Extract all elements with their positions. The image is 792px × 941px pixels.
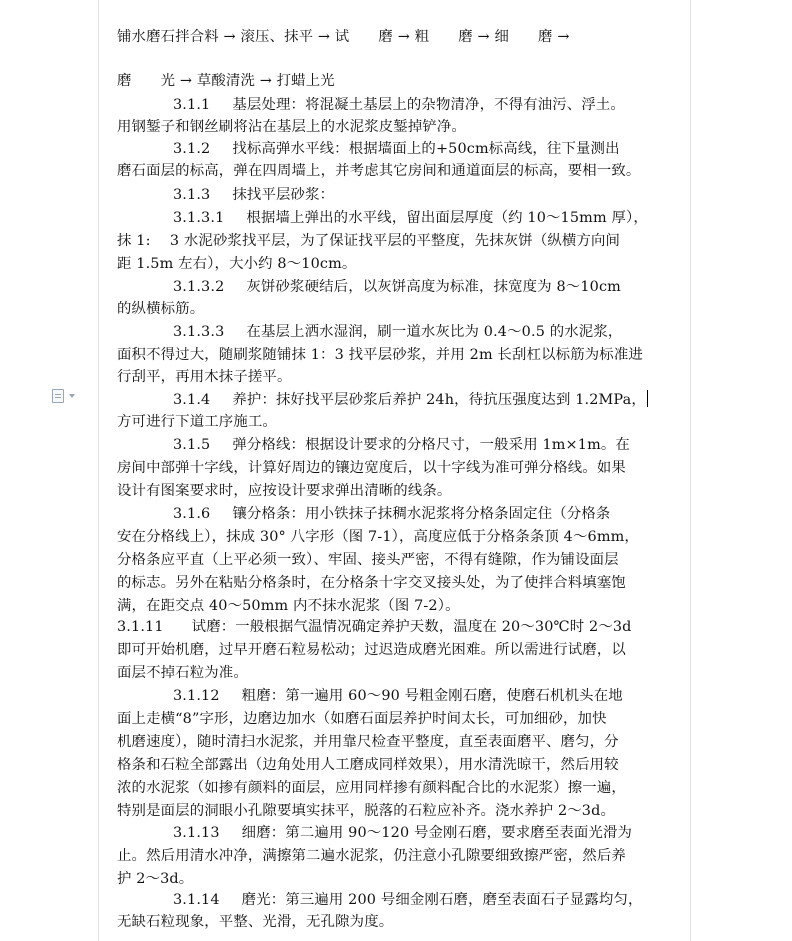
section-3-1-6-first-line (117, 503, 677, 525)
section-text: 养护：抹好找平层砂浆后养护 24h，待抗压强度达到 1.2MPa， (232, 392, 646, 408)
text-cursor (647, 390, 648, 407)
section-text: 抹找平层砂浆： (232, 187, 335, 203)
section-3-1-14-first-line (117, 889, 677, 911)
section-3-1-13-line-2: 止。然后用清水冲净，满擦第二遍水泥浆，仍注意小孔隙要细致擦严密，然后养 (117, 848, 626, 864)
page-right-edge (690, 0, 691, 941)
section-3-1-1-line-2: 用钢錾子和钢丝刷将沾在基层上的水泥浆皮錾掉铲净。 (117, 119, 466, 135)
section-text: 根据墙上弹出的水平线，留出面层厚度（约 10～15mm 厚）， (246, 210, 648, 226)
section-3-1-3-1-line-3: 距 1.5m 左右），大小约 8～10cm。 (117, 256, 357, 272)
section-3-1-12-line-6: 特别是面层的洞眼小孔隙要填实抹平，脱落的石粒应补齐。浇水养护 2～3d。 (117, 803, 616, 819)
section-number: 3.1.3 (173, 187, 211, 203)
section-number: 3.1.12 (173, 688, 220, 704)
section-3-1-6-line-3: 分格条应平直（上平必须一致）、牢固、接头严密，不得有缝隙，作为铺设面层 (117, 552, 619, 568)
section-number: 3.1.6 (173, 506, 211, 522)
section-number: 3.1.3.3 (173, 324, 225, 340)
section-3-1-13-first-line (117, 822, 677, 844)
section-text: 在基层上洒水湿润，刷一道水灰比为 0.4～0.5 的水泥浆， (246, 324, 623, 340)
section-number: 3.1.11 (117, 619, 164, 635)
section-3-1-5-line-3: 设计有图案要求时，应按设计要求弹出清晰的线条。 (117, 483, 452, 499)
process-flow-line-1: 铺水磨石拌合料 → 滚压、抹平 → 试 磨 → 粗 磨 → 细 磨 → (117, 29, 570, 45)
section-text: 弹分格线：根据设计要求的分格尺寸，一般采用 1m×1m。在 (232, 437, 630, 453)
section-3-1-12-line-2: 面上走横“8”字形，边磨边加水（如磨石面层养护时间太长，可加细砂，加快 (117, 711, 607, 727)
section-3-1-3-2-first-line (117, 276, 677, 298)
section-3-1-6-line-5: 满，在距交点 40～50mm 内不抹水泥浆（图 7-2）。 (117, 598, 460, 614)
section-3-1-12-line-5: 浓的水泥浆（如掺有颜料的面层，应用同样掺有颜料配合比的水泥浆）擦一遍， (117, 780, 626, 796)
section-number: 3.1.5 (173, 437, 211, 453)
page-left-edge (98, 0, 99, 941)
section-text: 试磨：一般根据气温情况确定养护天数，温度在 20～30℃时 2～3d (191, 619, 632, 635)
section-text: 细磨：第二遍用 90～120 号金刚石磨，要求磨至表面光滑为 (241, 825, 633, 841)
section-3-1-2-first-line (117, 138, 677, 160)
section-3-1-3-2-line-2: 的纵横标筋。 (117, 301, 205, 317)
section-3-1-11-first-line (117, 616, 677, 638)
section-3-1-11-line-3: 面层不掉石粒为准。 (117, 665, 248, 681)
section-3-1-12-line-3: 机磨速度），随时清扫水泥浆，并用靠尺检查平整度，直至表面磨平、磨匀，分 (117, 734, 619, 750)
section-3-1-12-first-line (117, 685, 677, 707)
section-3-1-5-line-2: 房间中部弹十字线，计算好周边的镶边宽度后，以十字线为准可弹分格线。如果 (117, 460, 626, 476)
section-text: 粗磨：第一遍用 60～90 号粗金刚石磨，使磨石机机头在地 (241, 688, 623, 704)
section-3-1-2-line-2: 磨石面层的标高，弹在四周墙上，并考虑其它房间和通道面层的标高，要相一致。 (117, 163, 641, 179)
section-3-1-4-first-line (117, 389, 677, 411)
section-3-1-3-1-first-line (117, 207, 677, 229)
section-number: 3.1.2 (173, 141, 211, 157)
section-3-1-1-first-line (117, 94, 677, 116)
section-number: 3.1.4 (173, 392, 211, 408)
section-3-1-13-line-3: 护 2～3d。 (117, 871, 194, 887)
section-3-1-14-line-2: 无缺石粒现象，平整、光滑，无孔隙为度。 (117, 914, 394, 930)
section-3-1-3-3-first-line (117, 321, 677, 343)
section-number: 3.1.14 (173, 892, 220, 908)
section-3-1-4-line-2: 方可进行下道工序施工。 (117, 414, 277, 430)
section-text: 找标高弹水平线：根据墙面上的+50cm标高线，往下量测出 (232, 141, 620, 157)
chevron-down-icon[interactable] (69, 394, 75, 398)
section-3-1-3-3-line-2: 面积不得过大，随刷浆随铺抹 1：3 找平层砂浆，并用 2m 长刮杠以标筋为标准进 (117, 347, 643, 363)
section-number: 3.1.13 (173, 825, 220, 841)
section-number: 3.1.3.1 (173, 210, 225, 226)
section-text: 基层处理：将混凝土基层上的杂物清净，不得有油污、浮土。 (232, 97, 625, 113)
section-number: 3.1.3.2 (173, 279, 225, 295)
section-text: 磨光：第三遍用 200 号细金刚石磨，磨至表面石子显露均匀， (241, 892, 643, 908)
section-text: 灰饼砂浆硬结后，以灰饼高度为标准，抹宽度为 8～10cm (246, 279, 621, 295)
paragraph-layout-icon[interactable] (52, 389, 64, 403)
section-3-1-6-line-4: 的标志。另外在粘贴分格条时，在分格条十字交叉接头处，为了使拌合料填塞饱 (117, 575, 626, 591)
section-3-1-11-line-2: 即可开始机磨，过早开磨石粒易松动；过迟造成磨光困难。所以需进行试磨，以 (117, 642, 626, 658)
section-3-1-3-1-line-2: 抹 1: 3 水泥砂浆找平层，为了保证找平层的平整度，先抹灰饼（纵横方向间 (117, 233, 621, 249)
section-text: 镶分格条：用小铁抹子抹稠水泥浆将分格条固定住（分格条 (232, 506, 611, 522)
process-flow-line-2: 磨 光 → 草酸清洗 → 打蜡上光 (117, 73, 335, 89)
section-3-1-6-line-2: 安在分格线上），抹成 30° 八字形（图 7-1），高度应低于分格条条顶 4～6mm， (117, 529, 639, 545)
section-3-1-3-3-line-3: 行刮平，再用木抹子搓平。 (117, 369, 292, 385)
section-3-1-3-first-line (117, 184, 677, 206)
section-3-1-5-first-line (117, 434, 677, 456)
section-3-1-12-line-4: 格条和石粒全部露出（边角处用人工磨成同样效果），用水清洗晾干，然后用较 (117, 757, 619, 773)
section-number: 3.1.1 (173, 97, 211, 113)
